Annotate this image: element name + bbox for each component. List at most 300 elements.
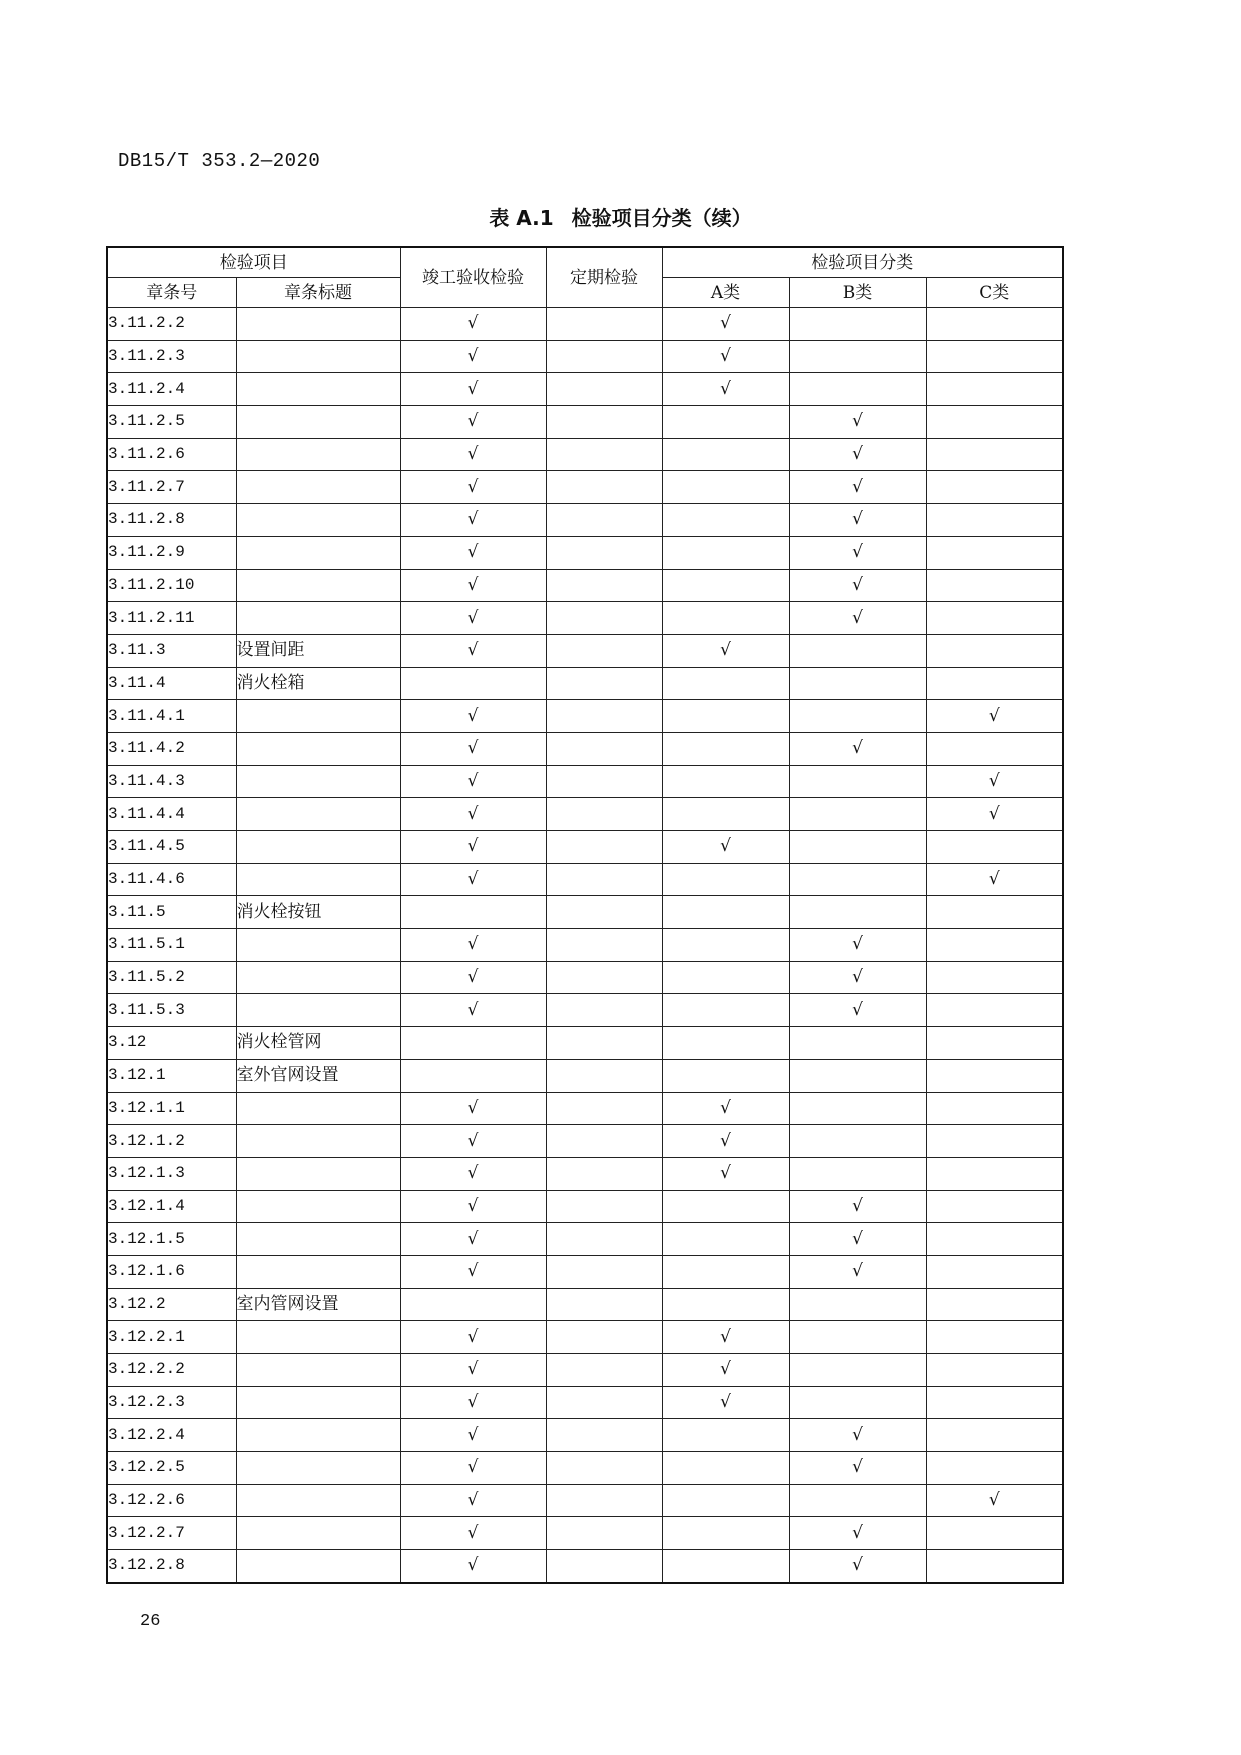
clause-title — [236, 1321, 400, 1354]
periodic-check — [546, 1125, 662, 1158]
clause-title: 消火栓箱 — [236, 667, 400, 700]
completion-check: √ — [400, 929, 546, 962]
class-c-check — [926, 1092, 1063, 1125]
clause-title — [236, 1452, 400, 1485]
clause-number: 3.11.4 — [107, 667, 236, 700]
class-a-check — [662, 1223, 789, 1256]
completion-check: √ — [400, 1223, 546, 1256]
clause-number: 3.12.2.8 — [107, 1550, 236, 1583]
clause-number: 3.12.2.6 — [107, 1484, 236, 1517]
class-a-check — [662, 602, 789, 635]
periodic-check — [546, 634, 662, 667]
class-b-check — [789, 634, 926, 667]
header-completion: 竣工验收检验 — [400, 247, 546, 308]
table-row — [107, 831, 1063, 864]
class-b-check — [789, 896, 926, 929]
completion-check: √ — [400, 1386, 546, 1419]
clause-number: 3.12.1.4 — [107, 1190, 236, 1223]
class-b-check: √ — [789, 994, 926, 1027]
class-b-check — [789, 1386, 926, 1419]
class-a-check — [662, 994, 789, 1027]
class-c-check — [926, 732, 1063, 765]
table-row — [107, 1223, 1063, 1256]
table-row — [107, 340, 1063, 373]
class-a-check — [662, 732, 789, 765]
class-b-check: √ — [789, 1223, 926, 1256]
class-a-check: √ — [662, 1157, 789, 1190]
clause-number: 3.11.3 — [107, 634, 236, 667]
completion-check: √ — [400, 765, 546, 798]
clause-title — [236, 994, 400, 1027]
class-c-check — [926, 1321, 1063, 1354]
completion-check: √ — [400, 863, 546, 896]
periodic-check — [546, 1223, 662, 1256]
clause-number: 3.12.2.1 — [107, 1321, 236, 1354]
clause-number: 3.11.5.2 — [107, 961, 236, 994]
class-b-check — [789, 1354, 926, 1387]
class-a-check — [662, 569, 789, 602]
clause-number: 3.12.2.3 — [107, 1386, 236, 1419]
clause-number: 3.11.5.3 — [107, 994, 236, 1027]
class-c-check — [926, 1419, 1063, 1452]
table-row — [107, 929, 1063, 962]
class-a-check: √ — [662, 1354, 789, 1387]
clause-number: 3.11.2.4 — [107, 373, 236, 406]
class-a-check — [662, 1484, 789, 1517]
class-c-check — [926, 1223, 1063, 1256]
class-b-check — [789, 1092, 926, 1125]
periodic-check — [546, 732, 662, 765]
class-c-check — [926, 340, 1063, 373]
periodic-check — [546, 471, 662, 504]
clause-title: 消火栓按钮 — [236, 896, 400, 929]
table-row — [107, 732, 1063, 765]
class-c-check — [926, 1452, 1063, 1485]
clause-number: 3.12.1.1 — [107, 1092, 236, 1125]
clause-title — [236, 340, 400, 373]
class-b-check: √ — [789, 732, 926, 765]
clause-title — [236, 1354, 400, 1387]
table-row — [107, 1354, 1063, 1387]
clause-number: 3.12.2.5 — [107, 1452, 236, 1485]
class-b-check — [789, 1027, 926, 1060]
table-row — [107, 1288, 1063, 1321]
table-row — [107, 1484, 1063, 1517]
clause-title — [236, 1223, 400, 1256]
class-c-check — [926, 1157, 1063, 1190]
periodic-check — [546, 1386, 662, 1419]
clause-title: 室内管网设置 — [236, 1288, 400, 1321]
class-a-check — [662, 1288, 789, 1321]
periodic-check — [546, 1452, 662, 1485]
clause-title — [236, 1484, 400, 1517]
class-b-check — [789, 700, 926, 733]
class-b-check — [789, 765, 926, 798]
class-b-check: √ — [789, 504, 926, 537]
clause-title — [236, 308, 400, 341]
class-a-check — [662, 1419, 789, 1452]
class-a-check — [662, 1059, 789, 1092]
clause-number: 3.11.2.6 — [107, 438, 236, 471]
class-c-check — [926, 1354, 1063, 1387]
clause-title — [236, 471, 400, 504]
class-b-check — [789, 1157, 926, 1190]
class-b-check — [789, 831, 926, 864]
class-b-check: √ — [789, 406, 926, 439]
clause-number: 3.11.4.1 — [107, 700, 236, 733]
class-c-check — [926, 1517, 1063, 1550]
header-clause-no: 章条号 — [107, 278, 236, 308]
class-c-check — [926, 406, 1063, 439]
clause-number: 3.12 — [107, 1027, 236, 1060]
class-c-check — [926, 536, 1063, 569]
clause-number: 3.11.2.9 — [107, 536, 236, 569]
clause-number: 3.11.2.5 — [107, 406, 236, 439]
clause-number: 3.12.1 — [107, 1059, 236, 1092]
periodic-check — [546, 798, 662, 831]
class-c-check — [926, 471, 1063, 504]
clause-number: 3.11.4.5 — [107, 831, 236, 864]
header-class-a: A类 — [662, 278, 789, 308]
class-a-check — [662, 765, 789, 798]
periodic-check — [546, 438, 662, 471]
class-a-check — [662, 896, 789, 929]
periodic-check — [546, 504, 662, 537]
class-a-check — [662, 504, 789, 537]
class-a-check: √ — [662, 1092, 789, 1125]
clause-title — [236, 961, 400, 994]
table-row — [107, 536, 1063, 569]
clause-number: 3.12.1.3 — [107, 1157, 236, 1190]
clause-title — [236, 373, 400, 406]
header-class-c: C类 — [926, 278, 1063, 308]
table-row — [107, 1092, 1063, 1125]
class-c-check — [926, 831, 1063, 864]
class-a-check: √ — [662, 831, 789, 864]
class-a-check — [662, 1027, 789, 1060]
table-row — [107, 1255, 1063, 1288]
table-row — [107, 1419, 1063, 1452]
clause-title — [236, 1125, 400, 1158]
table-row — [107, 1452, 1063, 1485]
clause-title — [236, 700, 400, 733]
periodic-check — [546, 863, 662, 896]
clause-title — [236, 406, 400, 439]
clause-title — [236, 798, 400, 831]
class-b-check — [789, 1484, 926, 1517]
periodic-check — [546, 406, 662, 439]
class-b-check — [789, 1321, 926, 1354]
clause-title — [236, 732, 400, 765]
completion-check: √ — [400, 732, 546, 765]
clause-number: 3.11.2.3 — [107, 340, 236, 373]
class-c-check: √ — [926, 765, 1063, 798]
class-c-check: √ — [926, 863, 1063, 896]
clause-number: 3.11.5.1 — [107, 929, 236, 962]
class-b-check — [789, 373, 926, 406]
completion-check: √ — [400, 438, 546, 471]
class-a-check — [662, 929, 789, 962]
periodic-check — [546, 1288, 662, 1321]
clause-number: 3.12.2.2 — [107, 1354, 236, 1387]
class-c-check — [926, 896, 1063, 929]
table-row — [107, 765, 1063, 798]
completion-check: √ — [400, 994, 546, 1027]
clause-title — [236, 504, 400, 537]
table-row — [107, 471, 1063, 504]
table-row — [107, 1157, 1063, 1190]
periodic-check — [546, 1157, 662, 1190]
clause-title — [236, 569, 400, 602]
completion-check: √ — [400, 602, 546, 635]
class-a-check: √ — [662, 634, 789, 667]
clause-title — [236, 438, 400, 471]
class-c-check — [926, 602, 1063, 635]
class-a-check: √ — [662, 308, 789, 341]
clause-title: 设置间距 — [236, 634, 400, 667]
class-a-check: √ — [662, 1386, 789, 1419]
periodic-check — [546, 1517, 662, 1550]
clause-title — [236, 929, 400, 962]
table-row — [107, 438, 1063, 471]
clause-title: 室外官网设置 — [236, 1059, 400, 1092]
class-c-check — [926, 634, 1063, 667]
class-c-check — [926, 1386, 1063, 1419]
clause-number: 3.11.4.6 — [107, 863, 236, 896]
class-b-check — [789, 308, 926, 341]
table-title: 检验项目分类（续） — [571, 206, 752, 230]
table-row — [107, 798, 1063, 831]
table-number: 表 A.1 — [489, 206, 554, 230]
table-row — [107, 994, 1063, 1027]
completion-check: √ — [400, 700, 546, 733]
completion-check: √ — [400, 1255, 546, 1288]
clause-title — [236, 1386, 400, 1419]
class-c-check — [926, 1027, 1063, 1060]
class-c-check — [926, 569, 1063, 602]
periodic-check — [546, 1027, 662, 1060]
class-b-check — [789, 1288, 926, 1321]
clause-number: 3.11.5 — [107, 896, 236, 929]
class-c-check — [926, 961, 1063, 994]
class-b-check — [789, 340, 926, 373]
class-c-check — [926, 1125, 1063, 1158]
periodic-check — [546, 536, 662, 569]
periodic-check — [546, 373, 662, 406]
completion-check: √ — [400, 1354, 546, 1387]
completion-check: √ — [400, 1321, 546, 1354]
table-row — [107, 308, 1063, 341]
class-c-check: √ — [926, 1484, 1063, 1517]
class-b-check: √ — [789, 471, 926, 504]
header-class-b: B类 — [789, 278, 926, 308]
class-b-check: √ — [789, 1419, 926, 1452]
completion-check: √ — [400, 1419, 546, 1452]
class-b-check: √ — [789, 536, 926, 569]
table-caption — [0, 202, 1241, 231]
periodic-check — [546, 896, 662, 929]
class-a-check: √ — [662, 1125, 789, 1158]
periodic-check — [546, 1321, 662, 1354]
clause-number: 3.12.2 — [107, 1288, 236, 1321]
completion-check: √ — [400, 961, 546, 994]
class-b-check — [789, 1125, 926, 1158]
class-b-check — [789, 798, 926, 831]
clause-number: 3.11.2.11 — [107, 602, 236, 635]
table-row — [107, 896, 1063, 929]
clause-number: 3.11.2.8 — [107, 504, 236, 537]
clause-title — [236, 1092, 400, 1125]
table-row — [107, 504, 1063, 537]
header-class-group: 检验项目分类 — [662, 247, 1063, 278]
periodic-check — [546, 569, 662, 602]
class-c-check — [926, 308, 1063, 341]
inspection-table — [106, 246, 1064, 1584]
periodic-check — [546, 929, 662, 962]
class-a-check — [662, 961, 789, 994]
class-b-check: √ — [789, 438, 926, 471]
completion-check: √ — [400, 1125, 546, 1158]
clause-number: 3.12.1.6 — [107, 1255, 236, 1288]
completion-check: √ — [400, 831, 546, 864]
clause-number: 3.11.2.10 — [107, 569, 236, 602]
periodic-check — [546, 308, 662, 341]
class-a-check — [662, 536, 789, 569]
table-row — [107, 1027, 1063, 1060]
clause-title — [236, 831, 400, 864]
completion-check: √ — [400, 536, 546, 569]
completion-check — [400, 896, 546, 929]
class-b-check: √ — [789, 1255, 926, 1288]
completion-check: √ — [400, 798, 546, 831]
periodic-check — [546, 1484, 662, 1517]
class-a-check — [662, 471, 789, 504]
completion-check: √ — [400, 308, 546, 341]
table-row — [107, 1321, 1063, 1354]
class-b-check — [789, 1059, 926, 1092]
completion-check — [400, 1059, 546, 1092]
class-c-check — [926, 504, 1063, 537]
periodic-check — [546, 1190, 662, 1223]
header-clause-title: 章条标题 — [236, 278, 400, 308]
page-number: 26 — [140, 1612, 161, 1631]
table-row — [107, 1190, 1063, 1223]
class-a-check — [662, 1190, 789, 1223]
class-b-check — [789, 863, 926, 896]
standard-id: DB15/T 353.2—2020 — [118, 150, 321, 172]
class-a-check — [662, 863, 789, 896]
clause-title — [236, 1517, 400, 1550]
class-a-check — [662, 700, 789, 733]
header-item-group: 检验项目 — [107, 247, 400, 278]
class-a-check: √ — [662, 340, 789, 373]
class-c-check — [926, 1550, 1063, 1583]
class-c-check — [926, 373, 1063, 406]
periodic-check — [546, 1255, 662, 1288]
clause-title — [236, 536, 400, 569]
class-b-check: √ — [789, 1550, 926, 1583]
periodic-check — [546, 765, 662, 798]
clause-title — [236, 1255, 400, 1288]
completion-check: √ — [400, 1157, 546, 1190]
class-a-check — [662, 1517, 789, 1550]
clause-title — [236, 1550, 400, 1583]
completion-check — [400, 1288, 546, 1321]
clause-title — [236, 863, 400, 896]
periodic-check — [546, 831, 662, 864]
table-row — [107, 1517, 1063, 1550]
class-c-check — [926, 1059, 1063, 1092]
periodic-check — [546, 994, 662, 1027]
completion-check: √ — [400, 504, 546, 537]
periodic-check — [546, 1059, 662, 1092]
clause-number: 3.11.2.2 — [107, 308, 236, 341]
completion-check: √ — [400, 471, 546, 504]
clause-number: 3.11.4.2 — [107, 732, 236, 765]
clause-number: 3.11.2.7 — [107, 471, 236, 504]
class-c-check — [926, 1255, 1063, 1288]
completion-check: √ — [400, 406, 546, 439]
periodic-check — [546, 1092, 662, 1125]
class-a-check — [662, 1255, 789, 1288]
class-a-check — [662, 1550, 789, 1583]
table-row — [107, 602, 1063, 635]
completion-check: √ — [400, 634, 546, 667]
class-a-check: √ — [662, 373, 789, 406]
table-row — [107, 406, 1063, 439]
periodic-check — [546, 961, 662, 994]
completion-check: √ — [400, 1190, 546, 1223]
class-b-check: √ — [789, 1190, 926, 1223]
clause-title — [236, 602, 400, 635]
class-c-check — [926, 1288, 1063, 1321]
clause-title: 消火栓管网 — [236, 1027, 400, 1060]
table-row — [107, 1125, 1063, 1158]
table-row — [107, 667, 1063, 700]
class-b-check: √ — [789, 1517, 926, 1550]
completion-check: √ — [400, 373, 546, 406]
periodic-check — [546, 1550, 662, 1583]
table-row — [107, 569, 1063, 602]
periodic-check — [546, 602, 662, 635]
class-a-check — [662, 798, 789, 831]
clause-number: 3.12.2.7 — [107, 1517, 236, 1550]
class-a-check: √ — [662, 1321, 789, 1354]
class-b-check: √ — [789, 602, 926, 635]
clause-number: 3.12.2.4 — [107, 1419, 236, 1452]
completion-check — [400, 667, 546, 700]
completion-check: √ — [400, 1092, 546, 1125]
class-c-check: √ — [926, 700, 1063, 733]
completion-check: √ — [400, 569, 546, 602]
header-periodic: 定期检验 — [546, 247, 662, 308]
clause-title — [236, 1157, 400, 1190]
completion-check — [400, 1027, 546, 1060]
clause-number: 3.12.1.5 — [107, 1223, 236, 1256]
completion-check: √ — [400, 340, 546, 373]
periodic-check — [546, 340, 662, 373]
completion-check: √ — [400, 1517, 546, 1550]
table-row — [107, 1550, 1063, 1583]
class-b-check: √ — [789, 961, 926, 994]
clause-number: 3.12.1.2 — [107, 1125, 236, 1158]
periodic-check — [546, 1354, 662, 1387]
class-a-check — [662, 406, 789, 439]
class-c-check — [926, 994, 1063, 1027]
completion-check: √ — [400, 1452, 546, 1485]
table-row — [107, 863, 1063, 896]
class-c-check — [926, 1190, 1063, 1223]
